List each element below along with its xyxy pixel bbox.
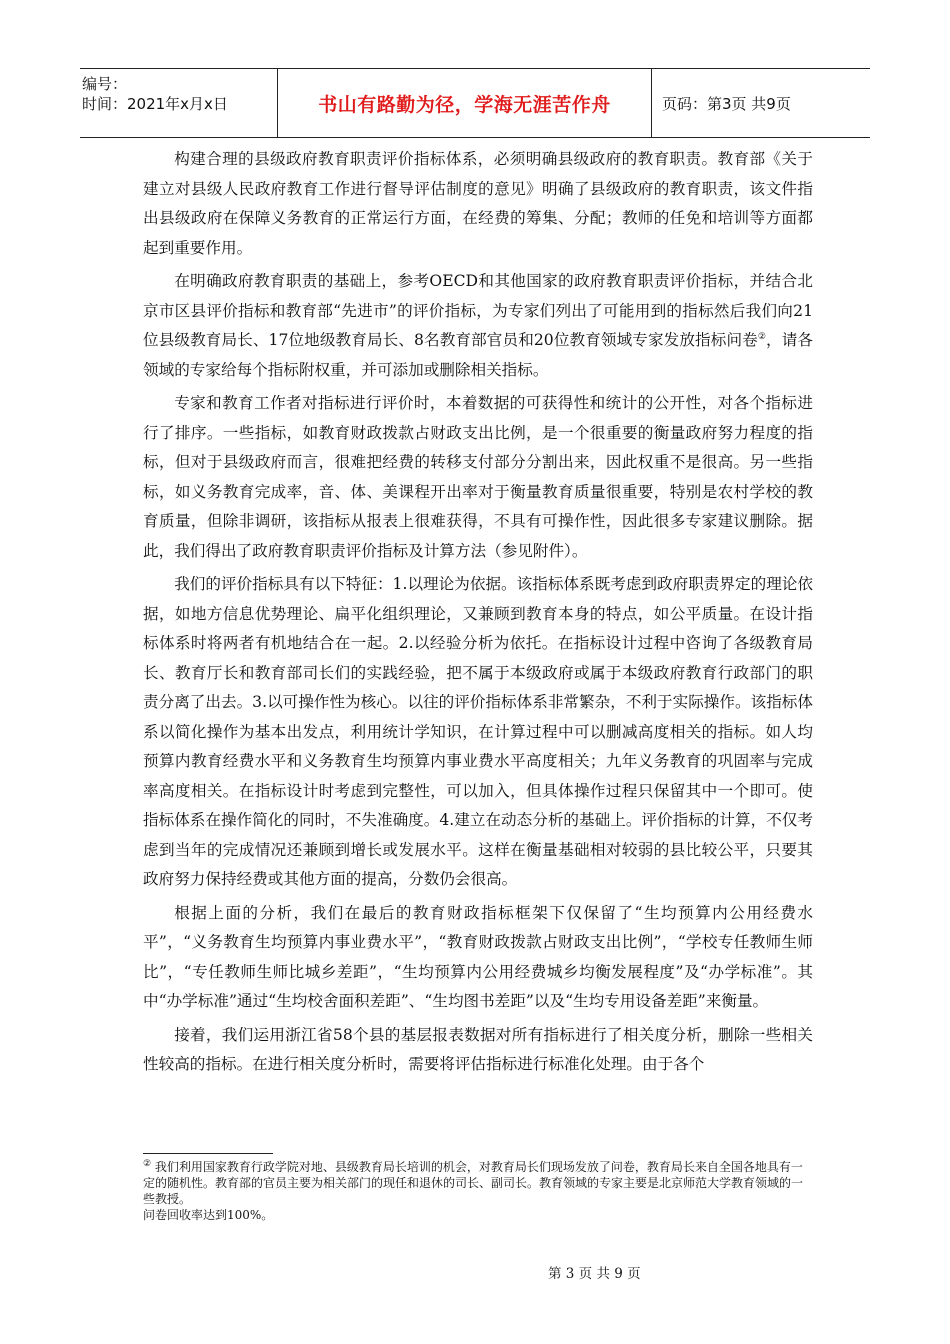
body-paragraph: 构建合理的县级政府教育职责评价指标体系，必须明确县级政府的教育职责。教育部《关于建立对县级人民政府教育工作进行督导评估制度的意见》明确了县级政府的教育职责，该文件指出县级政府在保障义务教育的正常运行方面，在经费的筹集、分配；教师的任免和培训等方面都起到重要作用。	[143, 150, 813, 257]
footnote-divider	[143, 1153, 273, 1154]
page-header	[80, 68, 870, 138]
body-paragraph	[143, 267, 813, 389]
body-paragraph: 我们的评价指标具有以下特征：1.以理论为依据。该指标体系既考虑到政府职责界定的理论依据，如地方信息优势理论、扁平化组织理论，又兼顾到教育本身的特点，如公平质量。在设计指标体系时将两者有机地结合在一起。2.以经验分析为依托。在指标设计过程中咨询了各级教育局长、教育厅长和教育部司长们的实践经验，把不属于本级政府或属于本级政府教育行政部门的职责分离了出去。3.以可操作性为核心。以往的评价指标体系非常繁杂，不利于实际操作。该指标体系以简化操作为基本出发点，利用统计学知识，在计算过程中可以删减高度相关的指标。如人均预算内教育经费水平和义务教育生均预算内事业费水平高度相关；九年义务教育的巩固率与完成率高度相关。在指标设计时考虑到完整性，可以加入，但具体操作过程只保留其中一个即可。使指标体系在操作简化的同时，不失准确度。4.建立在动态分析的基础上。评价指标的计算，不仅考虑到当年的完成情况还兼顾到增长或发展水平。这样在衡量基础相对较弱的县比较公平，只要其政府努力保持经费或其他方面的提高，分数仍会很高。	[143, 575, 813, 888]
footnote-reference: ②	[757, 331, 766, 342]
footnote-text: 问卷回收率达到100%。	[143, 1208, 274, 1222]
footnote-mark: ②	[143, 1159, 152, 1169]
paragraph-text: 在明确政府教育职责的基础上，参考OECD和其他国家的政府教育职责评价指标，并结合北京市区县评价指标和教育部“先进市”的评价指标，为专家们列出了可能用到的指标然后我们向21位县级教育局长、17位地级教育局长、8名教育部官员和20位教育领域专家发放指标问卷	[143, 272, 813, 349]
body-paragraph: 根据上面的分析，我们在最后的教育财政指标框架下仅保留了“生均预算内公用经费水平”，“义务教育生均预算内事业费水平”，“教育财政拨款占财政支出比例”，“学校专任教师生师比”，“专任教师生师比城乡差距”，“生均预算内公用经费城乡均衡发展程度”及“办学标准”。其中“办学标准”通过“生均校舍面积差距”、“生均图书差距”以及“生均专用设备差距”来衡量。	[143, 903, 813, 1010]
paragraph-text: ，请各领域的专家给每个指标附权重，并可添加或删除相关指标。	[143, 331, 813, 379]
body-paragraph: 接着，我们运用浙江省58个县的基层报表数据对所有指标进行了相关度分析，删除一些相关性较高的指标。在进行相关度分析时，需要将评估指标进行标准化处理。由于各个	[143, 1025, 813, 1073]
body-paragraph: 专家和教育工作者对指标进行评价时，本着数据的可获得性和统计的公开性，对各个指标进行了排序。一些指标，如教育财政拨款占财政支出比例，是一个很重要的衡量政府努力程度的指标，但对于县级政府而言，很难把经费的转移支付部分分割出来，因此权重不是很高。另一些指标，如义务教育完成率，音、体、美课程开出率对于衡量教育质量很重要，特别是农村学校的教育质量，但除非调研，该指标从报表上很难获得，不具有可操作性，因此很多专家建议删除。据此，我们得出了政府教育职责评价指标及计算方法（参见附件）。	[143, 394, 813, 560]
page-footer: 第 3 页 共 9 页	[548, 1266, 641, 1282]
document-number-label: 编号：	[82, 75, 128, 93]
header-motto: 书山有路勤为径，学海无涯苦作舟	[278, 69, 652, 137]
footnote	[143, 1159, 813, 1223]
footnote-text: ② 我们利用国家教育行政学院对地、县级教育局长培训的机会，对教育局长们现场发放了问卷，教育局长来自全国各地具有一定的随机性。教育部的官员主要为相关部门的现任和退休的司长、副司长。教育领域的专家主要是北京师范大学教育领域的一些教授。	[143, 1159, 804, 1206]
document-body	[143, 145, 813, 1084]
header-meta	[80, 69, 278, 137]
header-page-label: 页码：第3页 共9页	[662, 94, 791, 113]
document-date-label: 时间：2021年x月x日	[82, 95, 228, 113]
